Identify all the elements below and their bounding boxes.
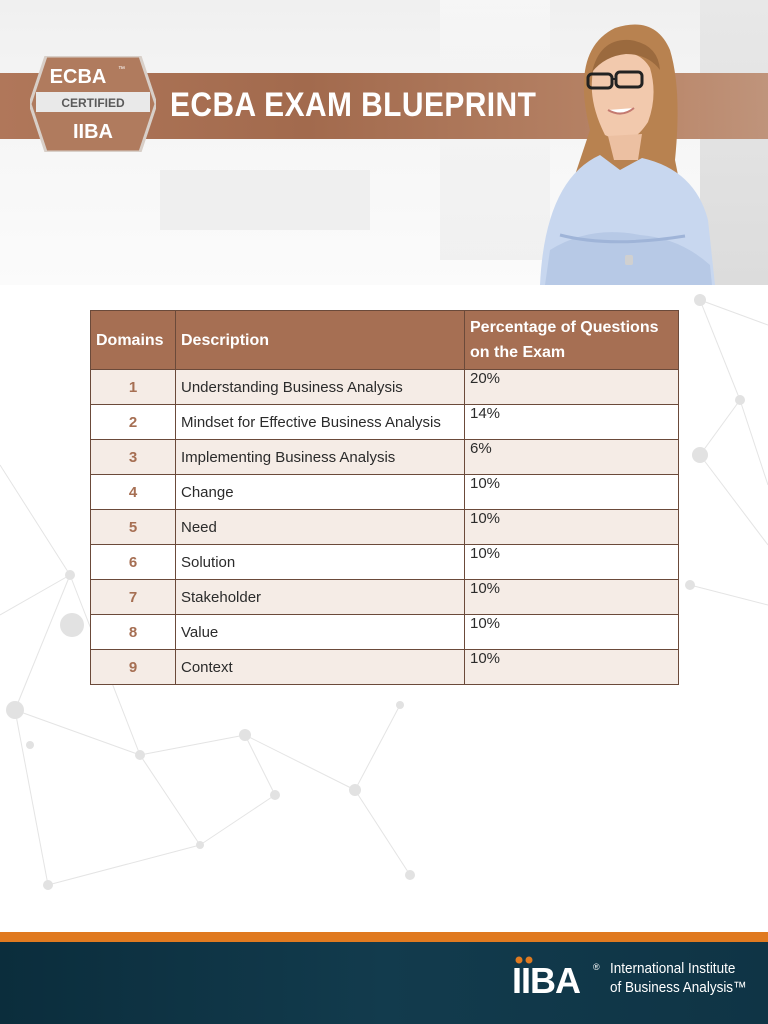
domain-number: 3 <box>91 440 176 475</box>
badge-iiba-text: IIBA <box>73 121 113 143</box>
domain-percentage: 10% <box>465 545 679 580</box>
badge-trademark: ™ <box>118 66 125 73</box>
header-percentage: Percentage of Questions on the Exam <box>465 311 679 370</box>
badge-ecba-text: ECBA <box>49 66 107 88</box>
domain-description: Understanding Business Analysis <box>176 370 465 405</box>
domain-percentage: 10% <box>465 580 679 615</box>
domain-number: 9 <box>91 650 176 685</box>
table-row <box>91 440 679 475</box>
exam-blueprint-table <box>90 310 679 685</box>
domain-description: Implementing Business Analysis <box>176 440 465 475</box>
footer-line-1: International Institute <box>610 960 736 977</box>
domain-description: Mindset for Effective Business Analysis <box>176 405 465 440</box>
domain-description: Context <box>176 650 465 685</box>
domain-description: Solution <box>176 545 465 580</box>
page-title: ECBA EXAM BLUEPRINT <box>170 86 537 124</box>
domain-number: 8 <box>91 615 176 650</box>
iiba-logo <box>512 956 602 996</box>
domain-percentage: 10% <box>465 475 679 510</box>
domain-percentage: 14% <box>465 405 679 440</box>
domain-number: 2 <box>91 405 176 440</box>
domain-number: 5 <box>91 510 176 545</box>
domain-number: 7 <box>91 580 176 615</box>
svg-text:®: ® <box>593 962 600 972</box>
table-row <box>91 510 679 545</box>
footer-accent-strip <box>0 932 768 942</box>
domain-description: Stakeholder <box>176 580 465 615</box>
iiba-logo-text: IIBA <box>512 960 580 996</box>
badge-certified-text: CERTIFIED <box>61 96 125 110</box>
table-row <box>91 545 679 580</box>
table-header-row <box>91 311 679 370</box>
ecba-certified-badge <box>30 56 156 152</box>
domain-description: Value <box>176 615 465 650</box>
domain-percentage: 6% <box>465 440 679 475</box>
domain-percentage: 10% <box>465 510 679 545</box>
domain-number: 1 <box>91 370 176 405</box>
header-domains: Domains <box>91 311 176 370</box>
domain-number: 4 <box>91 475 176 510</box>
table-row <box>91 650 679 685</box>
businesswoman-photo <box>530 10 720 285</box>
domain-percentage: 10% <box>465 650 679 685</box>
footer-line-2: of Business Analysis™ <box>610 979 747 996</box>
table-row <box>91 405 679 440</box>
footer-organization-name <box>610 959 747 997</box>
table-row <box>91 370 679 405</box>
domain-description: Need <box>176 510 465 545</box>
background-wall-frame <box>160 170 370 230</box>
header-description: Description <box>176 311 465 370</box>
domain-percentage: 10% <box>465 615 679 650</box>
table-row <box>91 580 679 615</box>
domain-number: 6 <box>91 545 176 580</box>
domain-percentage: 20% <box>465 370 679 405</box>
domain-description: Change <box>176 475 465 510</box>
exam-blueprint-table-container <box>90 310 679 685</box>
table-row <box>91 475 679 510</box>
table-row <box>91 615 679 650</box>
